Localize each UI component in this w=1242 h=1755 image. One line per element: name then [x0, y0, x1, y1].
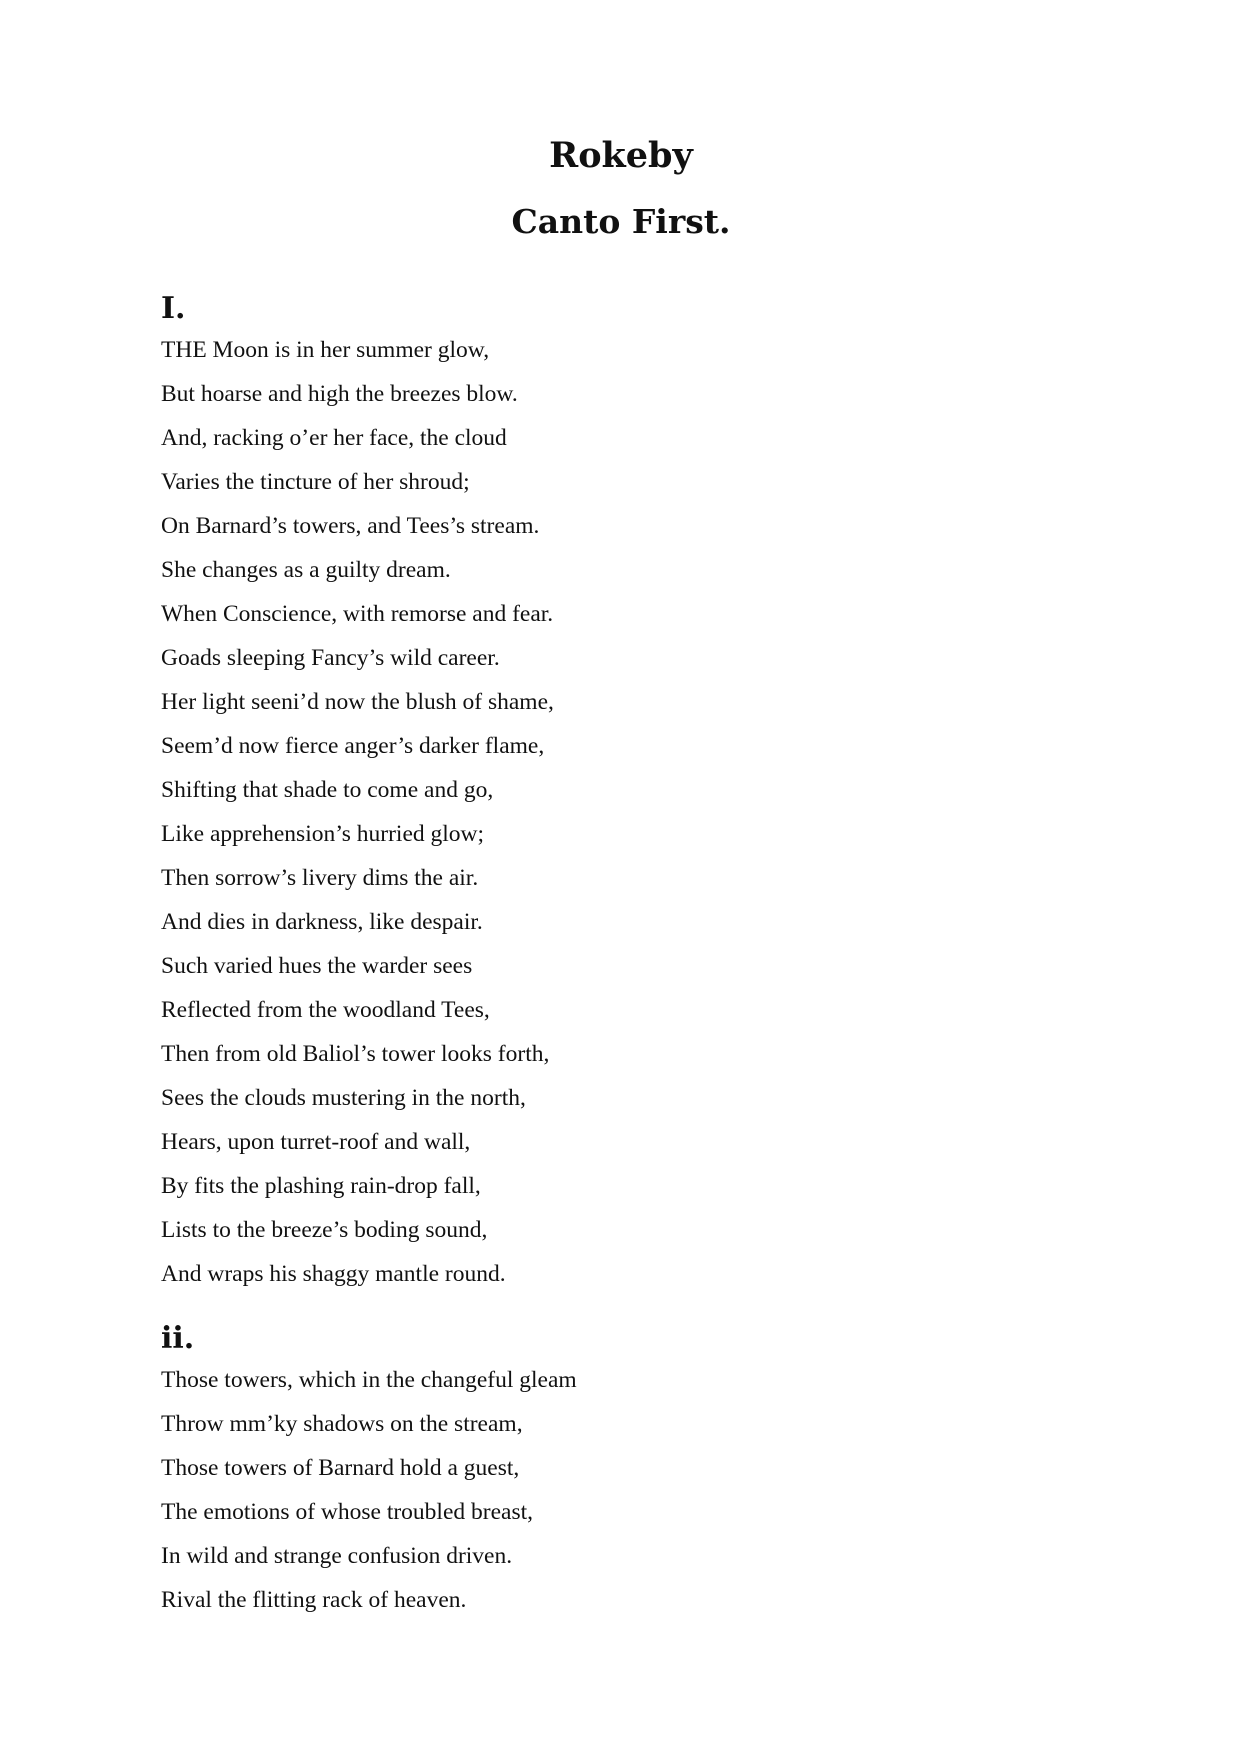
verse-line: Hears, upon turret-roof and wall,	[161, 1129, 471, 1155]
verse-line: Rival the flitting rack of heaven.	[161, 1587, 467, 1613]
stanza-lines	[161, 328, 554, 1296]
stanza-number: ii.	[161, 1321, 195, 1356]
verse-line: Throw mm’ky shadows on the stream,	[161, 1411, 523, 1437]
stanza-1	[161, 290, 554, 1296]
verse-line: The emotions of whose troubled breast,	[161, 1499, 533, 1525]
verse-line: Sees the clouds mustering in the north,	[161, 1085, 526, 1111]
verse-line: Then sorrow’s livery dims the air.	[161, 865, 479, 891]
verse-line: Like apprehension’s hurried glow;	[161, 821, 485, 847]
verse-line: Those towers, which in the changeful gleam	[161, 1367, 577, 1393]
verse-line: Varies the tincture of her shroud;	[161, 469, 470, 495]
verse-line: And wraps his shaggy mantle round.	[161, 1261, 506, 1287]
document-title: Rokeby	[549, 135, 693, 176]
verse-line: And dies in darkness, like despair.	[161, 909, 483, 935]
verse-line: But hoarse and high the breezes blow.	[161, 381, 518, 407]
verse-line: She changes as a guilty dream.	[161, 557, 451, 583]
verse-line: Lists to the breeze’s boding sound,	[161, 1217, 488, 1243]
stanza-number: I.	[161, 291, 186, 326]
verse-line: Reflected from the woodland Tees,	[161, 997, 490, 1023]
verse-line: Shifting that shade to come and go,	[161, 777, 494, 803]
verse-line: By fits the plashing rain-drop fall,	[161, 1173, 481, 1199]
verse-line: And, racking o’er her face, the cloud	[161, 425, 507, 451]
verse-line: Then from old Baliol’s tower looks forth,	[161, 1041, 550, 1067]
verse-line: Such varied hues the warder sees	[161, 953, 473, 979]
verse-line: In wild and strange confusion driven.	[161, 1543, 513, 1569]
verse-line: On Barnard’s towers, and Tees’s stream.	[161, 513, 540, 539]
verse-line: When Conscience, with remorse and fear.	[161, 601, 554, 627]
stanza-2	[161, 1320, 577, 1622]
verse-line: THE Moon is in her summer glow,	[161, 337, 490, 363]
verse-line: Her light seeni’d now the blush of shame,	[161, 689, 554, 715]
verse-line: Seem’d now fierce anger’s darker flame,	[161, 733, 545, 759]
stanza-lines	[161, 1358, 577, 1622]
verse-line: Goads sleeping Fancy’s wild career.	[161, 645, 500, 671]
verse-line: Those towers of Barnard hold a guest,	[161, 1455, 520, 1481]
canto-heading: Canto First.	[511, 202, 731, 241]
